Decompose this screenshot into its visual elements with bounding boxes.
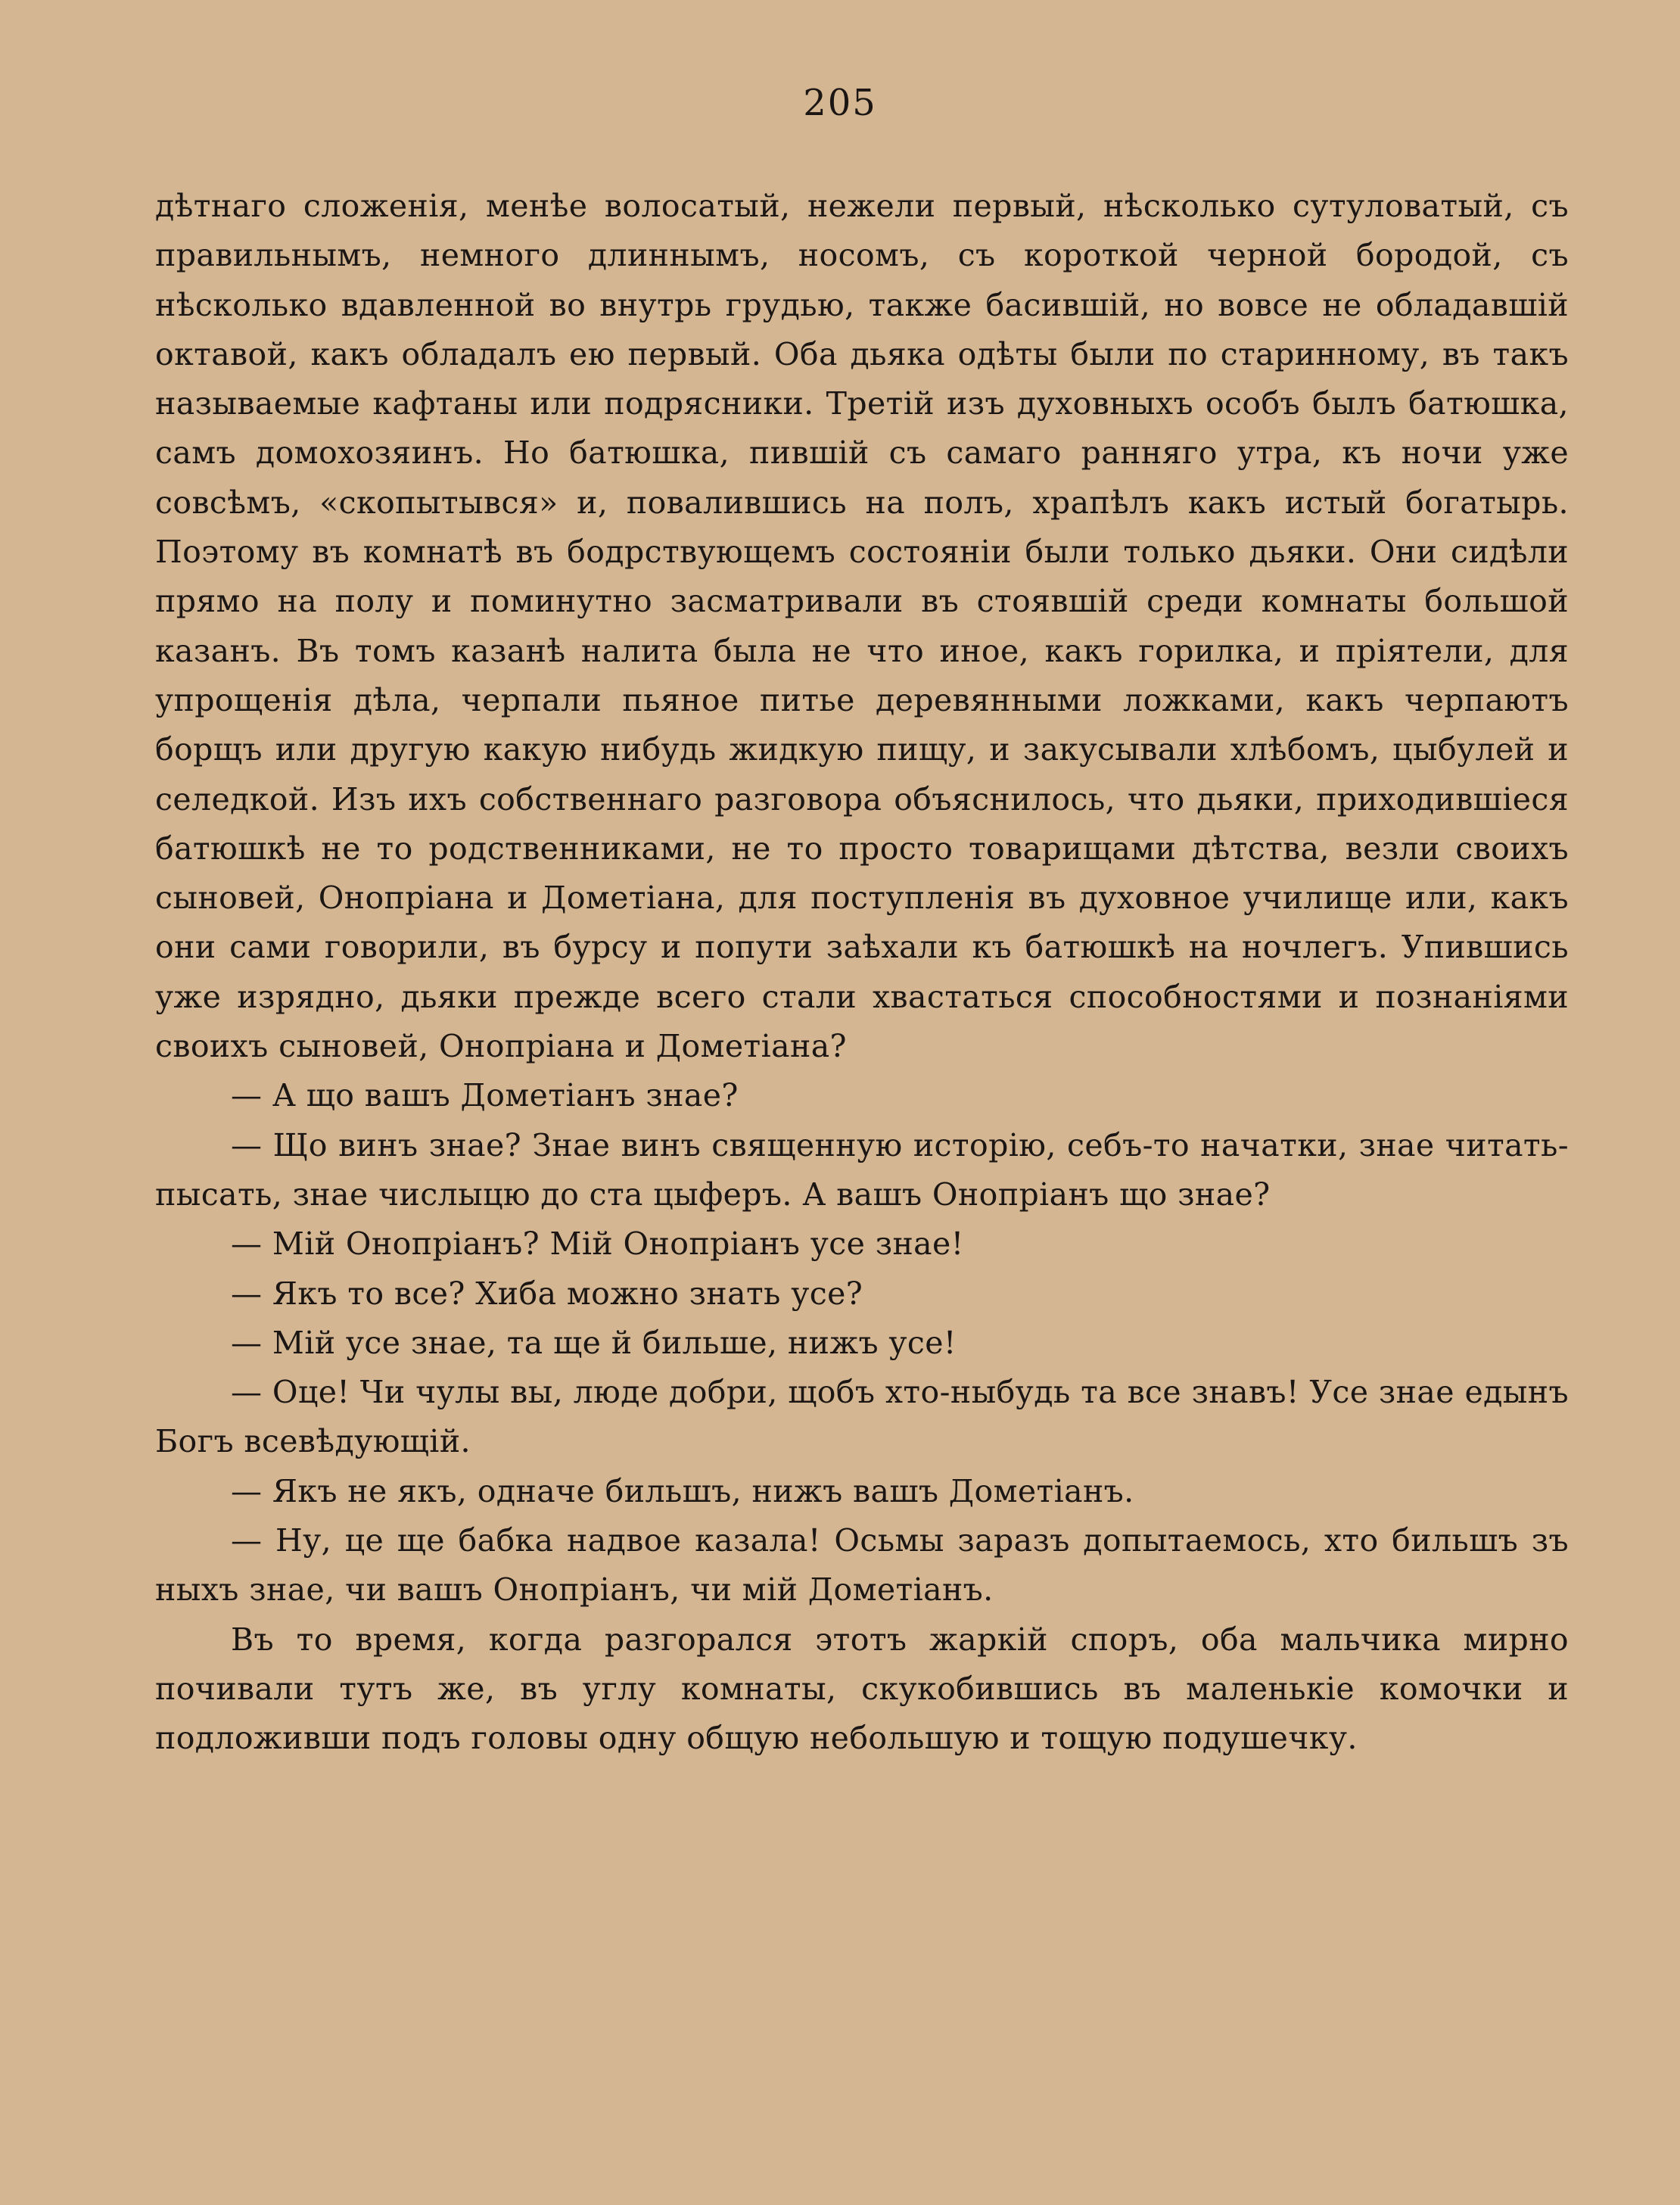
- dialogue-line: — Якъ то все? Хиба можно знать усе?: [231, 1275, 863, 1312]
- dialogue-line: — А що вашъ Дометіанъ знае?: [231, 1077, 739, 1114]
- paragraph-opening: дѣтнаго сложенія, менѣе волосатый, нежели первый, нѣсколько сутуловатый, съ правильнымъ, немного длиннымъ, носомъ, съ короткой черной бородой, съ нѣсколько вдавленной во внутрь грудью, также басившій, но вовсе не обладавшій октавой, какъ обладалъ ею первый. Оба дьяка одѣты были по старинному, въ такъ называемые кафтаны или подрясники. Третій изъ духовныхъ особъ былъ батюшка, самъ домохозяинъ. Но батюшка, пившій съ самаго ранняго утра, къ ночи уже совсѣмъ, «скопытывся» и, повалившись на полъ, храпѣлъ какъ истый богатырь. Поэтому въ комнатѣ въ бодрствующемъ состояніи были только дьяки. Они сидѣли прямо на полу и поминутно засматривали въ стоявшій среди комнаты большой казанъ. Въ томъ казанѣ налита была не что иное, какъ горилка, и пріятели, для упрощенія дѣла, черпали пьяное питье деревянными ложками, какъ черпаютъ борщъ или другую какую нибудь жидкую пищу, и закусывали хлѣбомъ, цыбулей и селедкой. Изъ ихъ собственнаго разговора объяснилось, что дьяки, приходившіеся батюшкѣ не то родственниками, не то просто товарищами дѣтства, везли своихъ сыновей, Онопріана и Дометіана, для поступленія въ духовное училище или, какъ они сами говорили, въ бурсу и попути заѣхали къ батюшкѣ на ночлегъ. Упившись уже изрядно, дьяки прежде всего стали хвастаться способностями и познаніями своихъ сыновей, Онопріана и Дометіана?: [155, 188, 1569, 1065]
- dialogue-line: — Мій Онопріанъ? Мій Онопріанъ усе знае!: [231, 1226, 964, 1263]
- dialogue-line: — Мій усе знае, та ще й бильше, нижъ усе!: [231, 1324, 957, 1361]
- paragraph-closing: Въ то время, когда разгорался этотъ жаркій споръ, оба мальчика мирно почивали тутъ же, въ углу комнаты, скукобившись въ маленькіе комочки и подложивши подъ головы одну общую небольшую и тощую подушечку.: [155, 1621, 1569, 1757]
- dialogue-line: — Що винъ знае? Знае винъ священную исторію, себъ-то начатки, знае читать-пысать, знае числыцю до ста цыферъ. А вашъ Онопріанъ що знае?: [155, 1126, 1569, 1213]
- dialogue-line: — Якъ не якъ, одначе бильшъ, нижъ вашъ Дометіанъ.: [231, 1472, 1134, 1509]
- page-body: [155, 182, 1569, 1764]
- page-number: 205: [803, 82, 877, 124]
- dialogue-line: — Оце! Чи чулы вы, люде добри, щобъ хто-ныбудь та все знавъ! Усе знае едынъ Богъ всевѣдующій.: [155, 1374, 1569, 1460]
- dialogue-line: — Ну, це ще бабка надвое казала! Осьмы заразъ допытаемось, хто бильшъ зъ ныхъ знае, чи вашъ Онопріанъ, чи мій Дометіанъ.: [155, 1522, 1569, 1609]
